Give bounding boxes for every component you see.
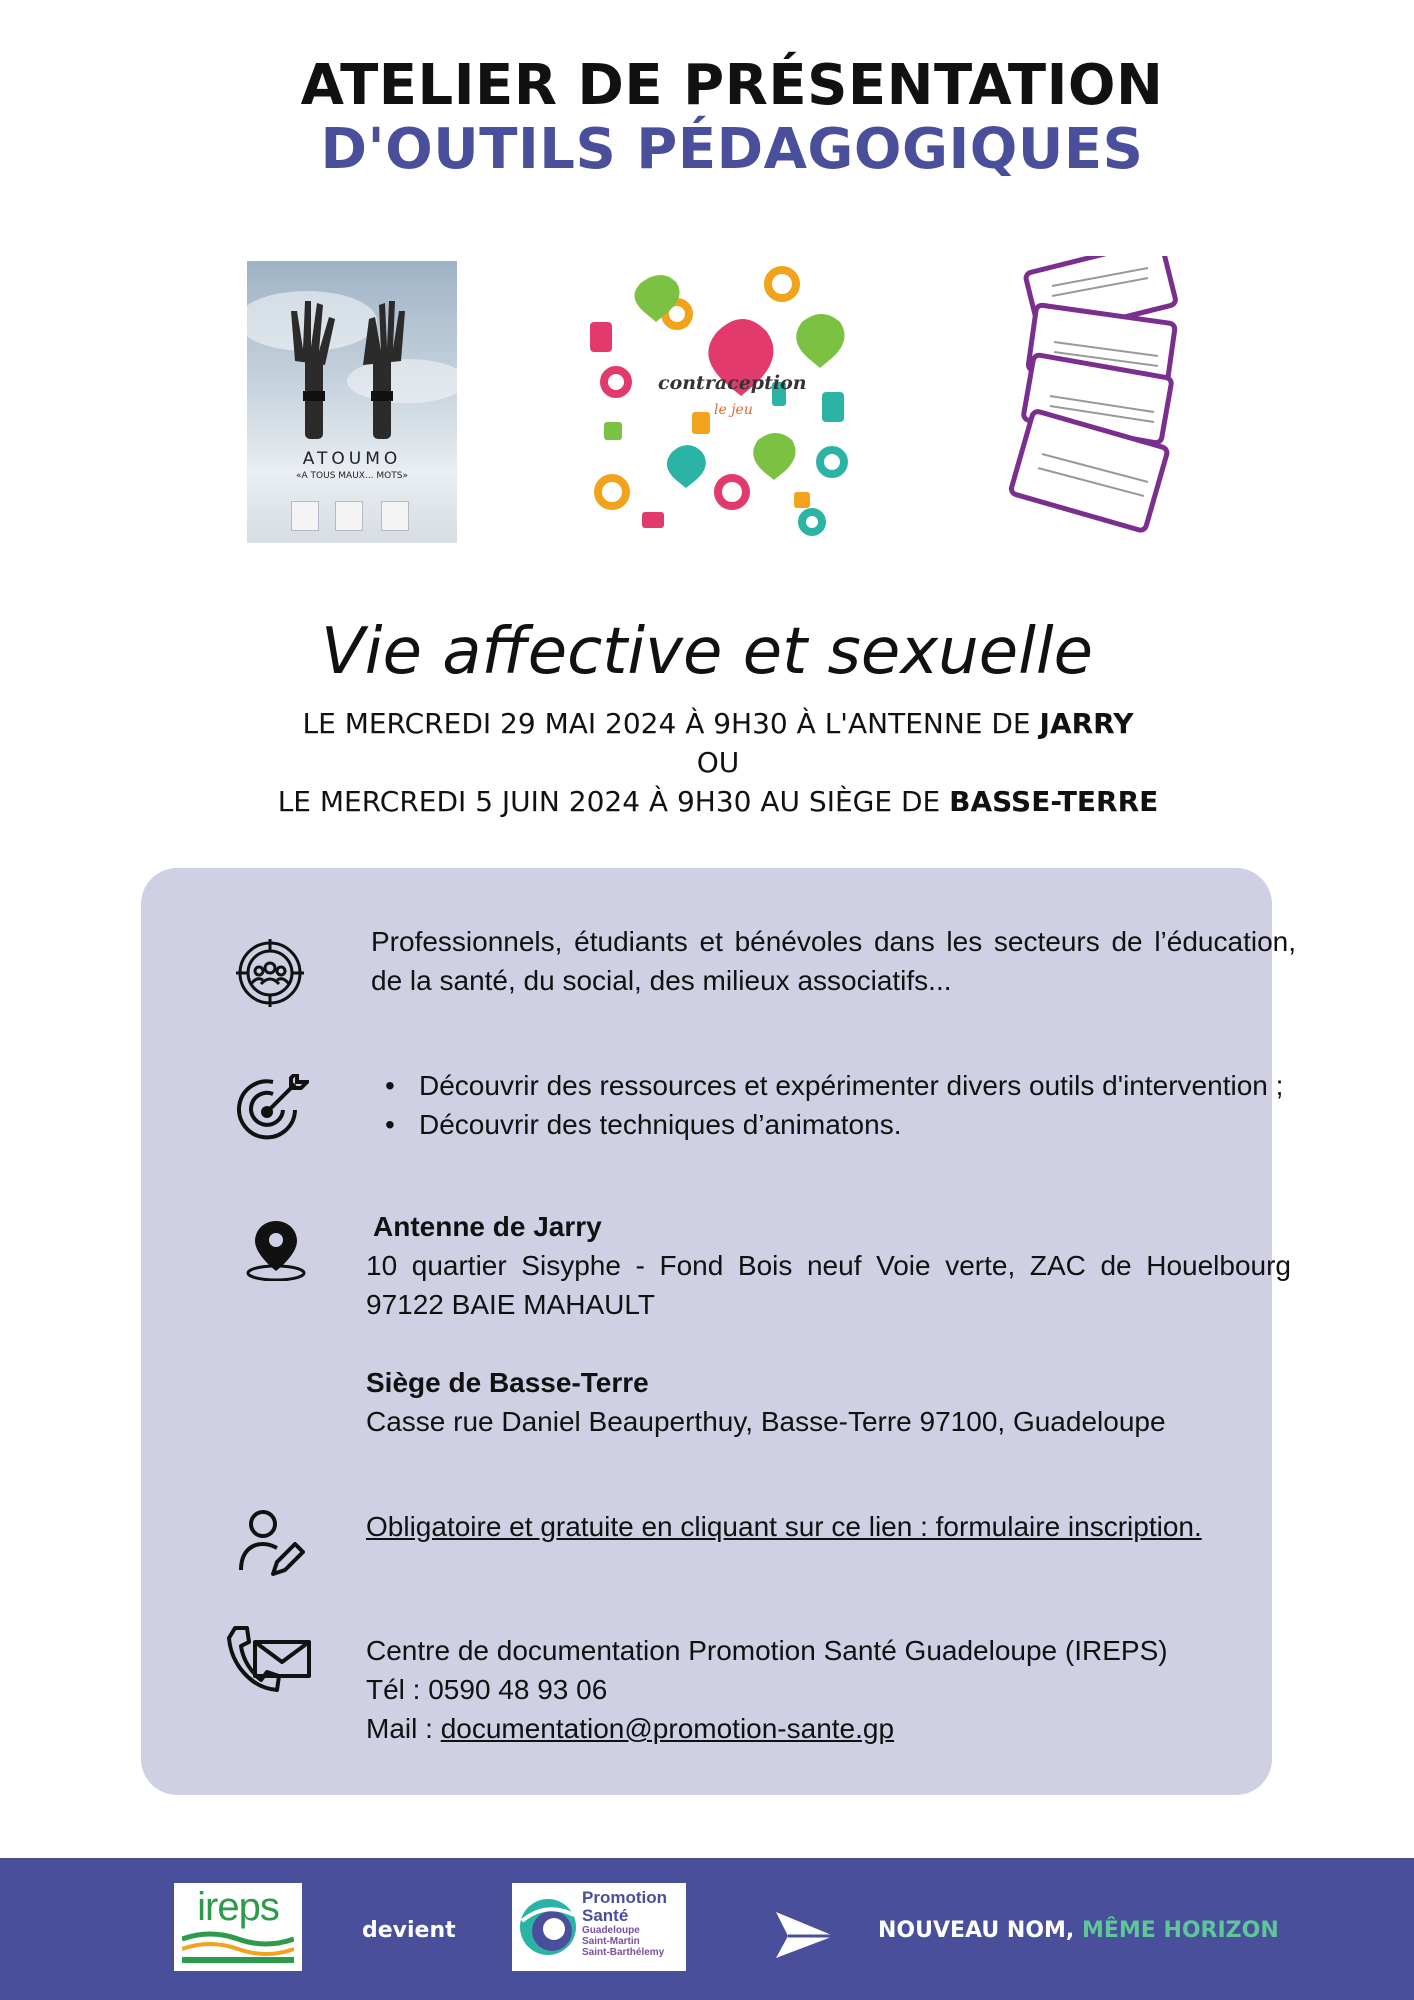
phone-mail-icon <box>225 1624 313 1694</box>
ireps-logo <box>174 1883 302 1971</box>
question-cards-icon <box>1008 256 1202 546</box>
date-line-2-text: LE MERCREDI 5 JUIN 2024 À 9H30 AU SIÈGE DE <box>277 785 950 818</box>
region-label: Saint-Barthélemy <box>582 1947 665 1958</box>
promotion-sante-regions <box>582 1925 664 1958</box>
info-box <box>141 868 1296 1795</box>
date-line-1-text: LE MERCREDI 29 MAI 2024 À 9H30 À L'ANTENNE DE <box>302 707 1040 740</box>
contraception-game-subtitle: le jeu <box>714 402 753 418</box>
partner-logo <box>291 501 319 531</box>
atoumo-poster-image <box>247 261 457 543</box>
arrow-right-icon <box>774 1910 836 1960</box>
page-title-line2: D'OUTILS PÉDAGOGIQUES <box>320 117 1144 182</box>
contact-mail-label: Mail : <box>366 1713 441 1744</box>
contraception-symbols-icon <box>582 262 852 536</box>
date-line-2-place: BASSE-TERRE <box>949 785 1159 818</box>
theme-title: Vie affective et sexuelle <box>321 615 1093 689</box>
contact-org: Centre de documentation Promotion Santé Guadeloupe (IREPS) <box>366 1635 1168 1666</box>
audience-text: Professionnels, étudiants et bénévoles dans les secteurs de l’éducation, de la santé, du social, des milieux associatifs... <box>371 926 1296 996</box>
footer-slogan-part1: NOUVEAU NOM, <box>878 1918 1082 1943</box>
footer-connector: devient <box>362 1918 456 1943</box>
date-or: OU <box>696 746 740 779</box>
page-title-line1: ATELIER DE PRÉSENTATION <box>300 53 1164 118</box>
contact-phone: Tél : 0590 48 93 06 <box>366 1674 608 1705</box>
list-item: • Découvrir des techniques d’animatons. <box>371 1105 1319 1144</box>
bullseye-icon <box>235 1074 309 1146</box>
promotion-sante-emblem-icon <box>516 1891 580 1963</box>
map-pin-icon <box>243 1217 309 1281</box>
question-cards-image <box>1008 256 1202 546</box>
target-audience-icon <box>235 938 305 1008</box>
promotion-sante-name-line2: Santé <box>582 1906 629 1925</box>
promotion-sante-name-line1: Promotion <box>582 1888 667 1907</box>
location-1-address: 10 quartier Sisyphe - Fond Bois neuf Voie verte, ZAC de Houelbourg 97122 BAIE MAHAULT <box>366 1250 1291 1320</box>
location-2-name: Siège de Basse-Terre <box>366 1367 649 1398</box>
date-line-1-place: JARRY <box>1039 707 1134 740</box>
ireps-waves-icon <box>182 1929 294 1967</box>
list-item: • Découvrir des ressources et expérimenter divers outils d'intervention ; <box>371 1066 1319 1105</box>
promotion-sante-name <box>582 1889 667 1925</box>
partner-logo <box>381 501 409 531</box>
contraception-game-title: contraception <box>658 372 807 394</box>
poster-subtitle: «A TOUS MAUX... MOTS» <box>296 471 408 481</box>
region-label: Guadeloupe <box>582 1925 640 1936</box>
location-2-address: Casse rue Daniel Beauperthuy, Basse-Terre 97100, Guadeloupe <box>366 1406 1166 1437</box>
partner-logo <box>335 501 363 531</box>
footer-slogan <box>878 1918 1279 1943</box>
location-1-name: Antenne de Jarry <box>373 1211 602 1242</box>
promotion-sante-logo <box>512 1883 686 1971</box>
contact-mail <box>366 1709 894 1748</box>
user-edit-icon <box>237 1508 305 1578</box>
registration-link[interactable]: Obligatoire et gratuite en cliquant sur ce lien : formulaire inscription. <box>366 1511 1202 1542</box>
date-line-1 <box>0 705 1414 743</box>
footer-slogan-part2: MÊME HORIZON <box>1081 1918 1279 1943</box>
ireps-logo-wordmark: ireps <box>197 1885 279 1929</box>
date-line-2 <box>0 783 1414 821</box>
contraception-game-image <box>582 262 852 536</box>
contact-mail-link[interactable]: documentation@promotion-sante.gp <box>440 1713 895 1744</box>
region-label: Saint-Martin <box>582 1936 640 1947</box>
poster-title: ATOUMO <box>302 449 402 469</box>
objectives-list <box>371 1066 1319 1144</box>
